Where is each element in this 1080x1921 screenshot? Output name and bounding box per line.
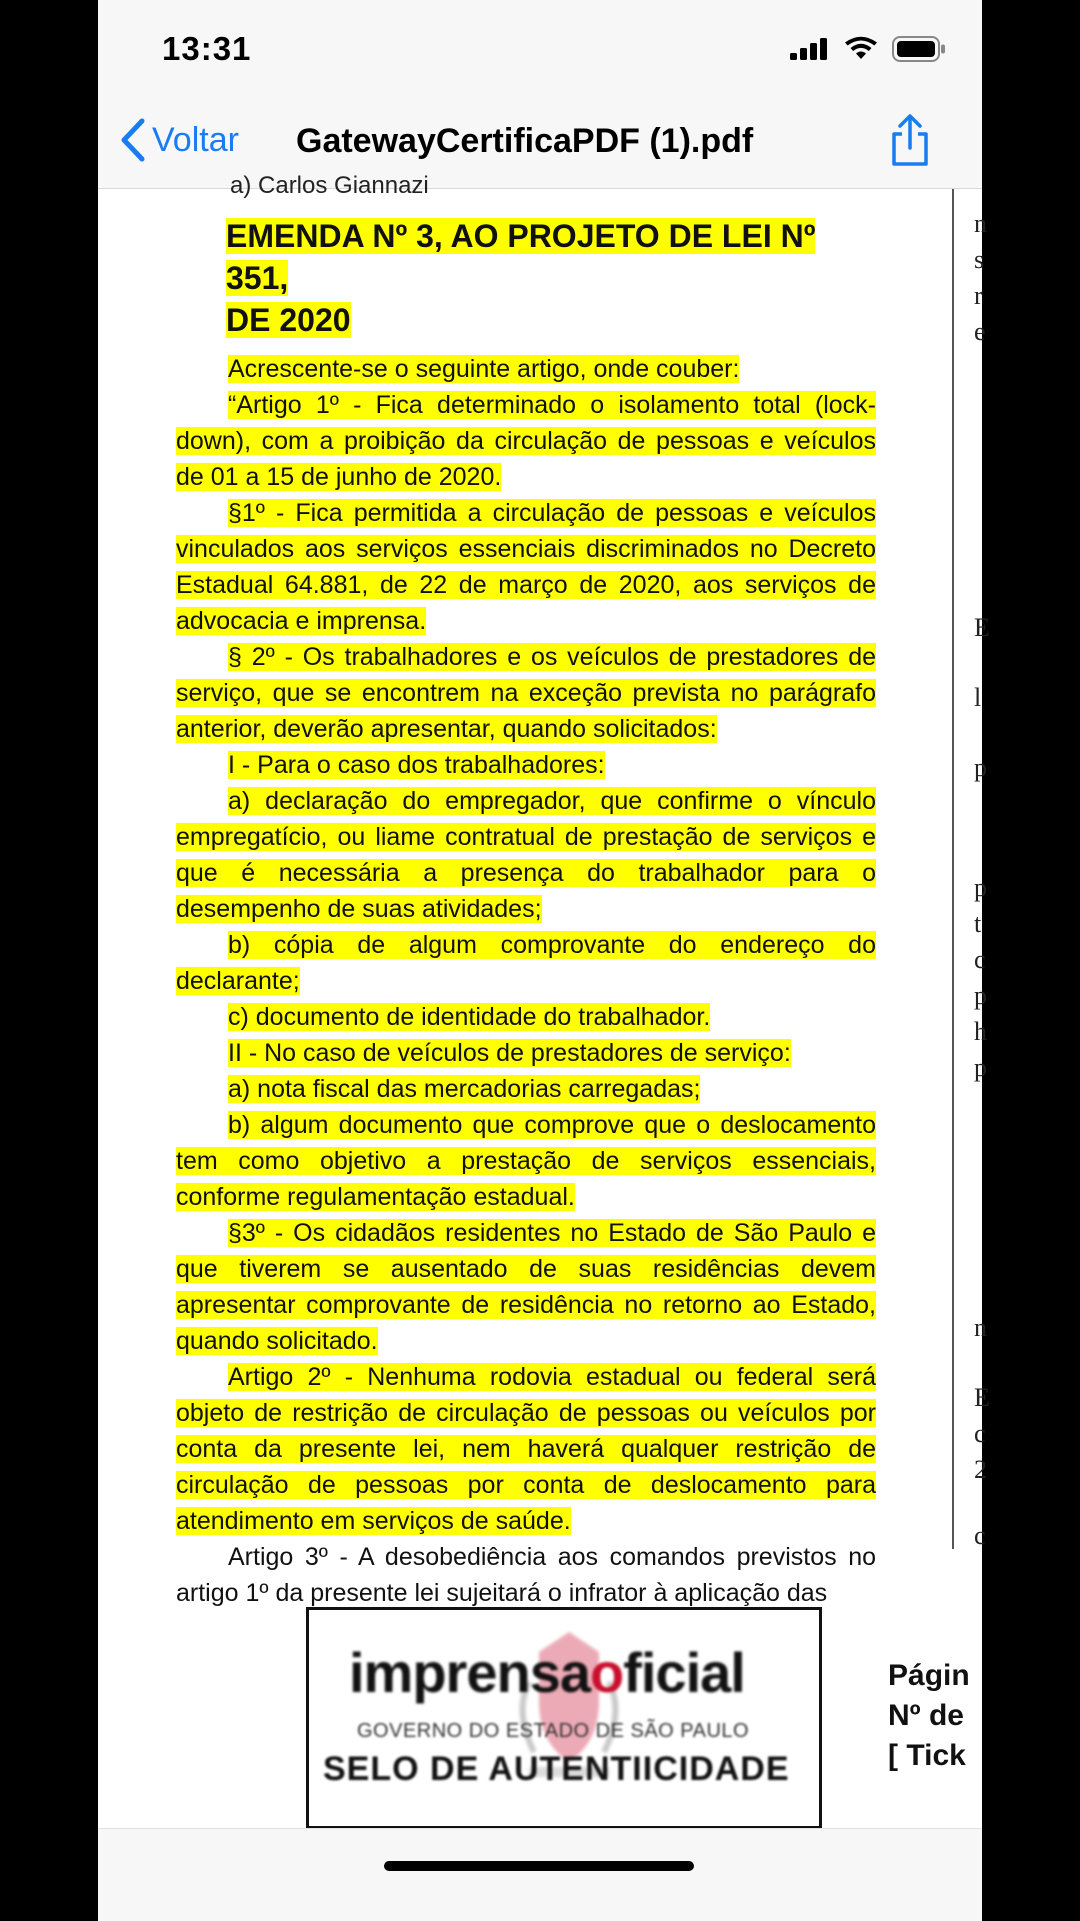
cut-off-letter: 2 — [974, 1455, 987, 1484]
cut-off-letter: p — [974, 1053, 987, 1082]
cut-off-letter: c — [974, 1419, 986, 1448]
cut-off-letter: c — [974, 945, 986, 974]
document-title: GatewayCertificaPDF (1).pdf — [296, 122, 754, 160]
cellular-signal-icon — [790, 38, 830, 60]
imprensa-oficial-logo: imprensaoficial — [349, 1641, 745, 1704]
page-info-line: [ Tick — [888, 1739, 966, 1772]
status-time: 13:31 — [162, 30, 252, 67]
paragraph: II - No caso de veículos de prestadores de serviço: — [228, 1039, 791, 1067]
bottom-bar — [98, 1828, 982, 1921]
seal-label: SELO DE AUTENTIICIDADE — [323, 1750, 790, 1788]
cut-off-letter: t — [974, 909, 982, 938]
paragraph: b) cópia de algum comprovante do endereço do declarante; — [176, 931, 876, 995]
cut-off-letter: c — [974, 1521, 986, 1550]
author-line: a) Carlos Giannazi — [230, 172, 429, 199]
wifi-icon — [844, 37, 878, 61]
share-button[interactable] — [888, 112, 932, 173]
paragraph: b) algum documento que comprove que o deslocamento tem como objetivo a prestação de serviços essenciais, conforme regulamentação estadual. — [176, 1111, 876, 1211]
chevron-left-icon — [120, 118, 146, 162]
paragraph: Artigo 2º - Nenhuma rodovia estadual ou federal será objeto de restrição de circulação de pessoas ou veículos por conta da presente lei, nem haverá qualquer restrição de circulação de pessoas por conta de deslocamento para atendimento em serviços de saúde. — [176, 1363, 876, 1535]
cut-off-letter: l — [974, 683, 982, 712]
cut-off-letter: p — [974, 753, 987, 782]
page-info-line: Nº de — [888, 1699, 964, 1732]
cut-off-letter: n — [974, 1313, 987, 1342]
cut-off-letter: n — [974, 209, 987, 238]
pdf-text-column — [176, 171, 876, 1611]
status-bar — [98, 0, 982, 100]
back-label: Voltar — [152, 120, 239, 159]
paragraph: Artigo 3º - A desobediência aos comandos previstos no artigo 1º da presente lei sujeitará o infrator à aplicação das — [176, 1543, 876, 1607]
seal-government-line: GOVERNO DO ESTADO DE SÃO PAULO — [357, 1720, 750, 1742]
paragraph: §1º - Fica permitida a circulação de pessoas e veículos vinculados aos serviços essenciais discriminados no Decreto Estadual 64.881, de 22 de março de 2020, aos serviços de advocacia e imprensa. — [176, 499, 876, 635]
cut-off-letter: p — [974, 981, 987, 1010]
paragraph: a) nota fiscal das mercadorias carregadas; — [228, 1075, 701, 1103]
home-indicator[interactable] — [384, 1861, 694, 1871]
battery-icon — [892, 36, 946, 62]
pdf-viewer[interactable] — [98, 172, 990, 1820]
paragraph: a) declaração do empregador, que confirme o vínculo empregatício, ou liame contratual de prestação de serviços e que é necessária a presença do trabalhador para o desempenho de suas atividades; — [176, 787, 876, 923]
cut-off-letter: e — [974, 317, 986, 346]
cut-off-letter: h — [974, 1017, 987, 1046]
paragraph: §3º - Os cidadãos residentes no Estado de São Paulo e que tiverem se ausentado de suas residências devem apresentar comprovante de residência no retorno ao Estado, quando solicitado. — [176, 1219, 876, 1355]
paragraph: “Artigo 1º - Fica determinado o isolamento total (lock-down), com a proibição da circulação de pessoas e veículos de 01 a 15 de junho de 2020. — [176, 391, 876, 491]
paragraph: § 2º - Os trabalhadores e os veículos de prestadores de serviço, que se encontrem na exceção prevista no parágrafo anterior, deverão apresentar, quando solicitados: — [176, 643, 876, 743]
authenticity-seal — [306, 1607, 822, 1829]
cut-off-letter: s — [974, 245, 985, 274]
paragraph: Acrescente-se o seguinte artigo, onde couber: — [228, 355, 740, 383]
paragraph: I - Para o caso dos trabalhadores: — [228, 751, 605, 779]
heading-line-1: EMENDA Nº 3, AO PROJETO DE LEI Nº 351, — [226, 218, 816, 296]
cut-off-letter: r — [974, 281, 983, 310]
status-icons — [790, 36, 946, 62]
paragraph: c) documento de identidade do trabalhador. — [228, 1003, 711, 1031]
share-icon — [888, 112, 932, 168]
cut-off-letter: p — [974, 873, 987, 902]
cut-off-letter: E — [974, 613, 990, 642]
heading-line-2: DE 2020 — [226, 302, 351, 338]
amendment-heading — [226, 215, 876, 341]
cut-off-letter: E — [974, 1383, 990, 1412]
back-button[interactable] — [120, 118, 239, 162]
phone-screen — [98, 0, 990, 1920]
column-divider — [952, 189, 954, 1549]
page-info-line: Págin — [888, 1659, 970, 1692]
